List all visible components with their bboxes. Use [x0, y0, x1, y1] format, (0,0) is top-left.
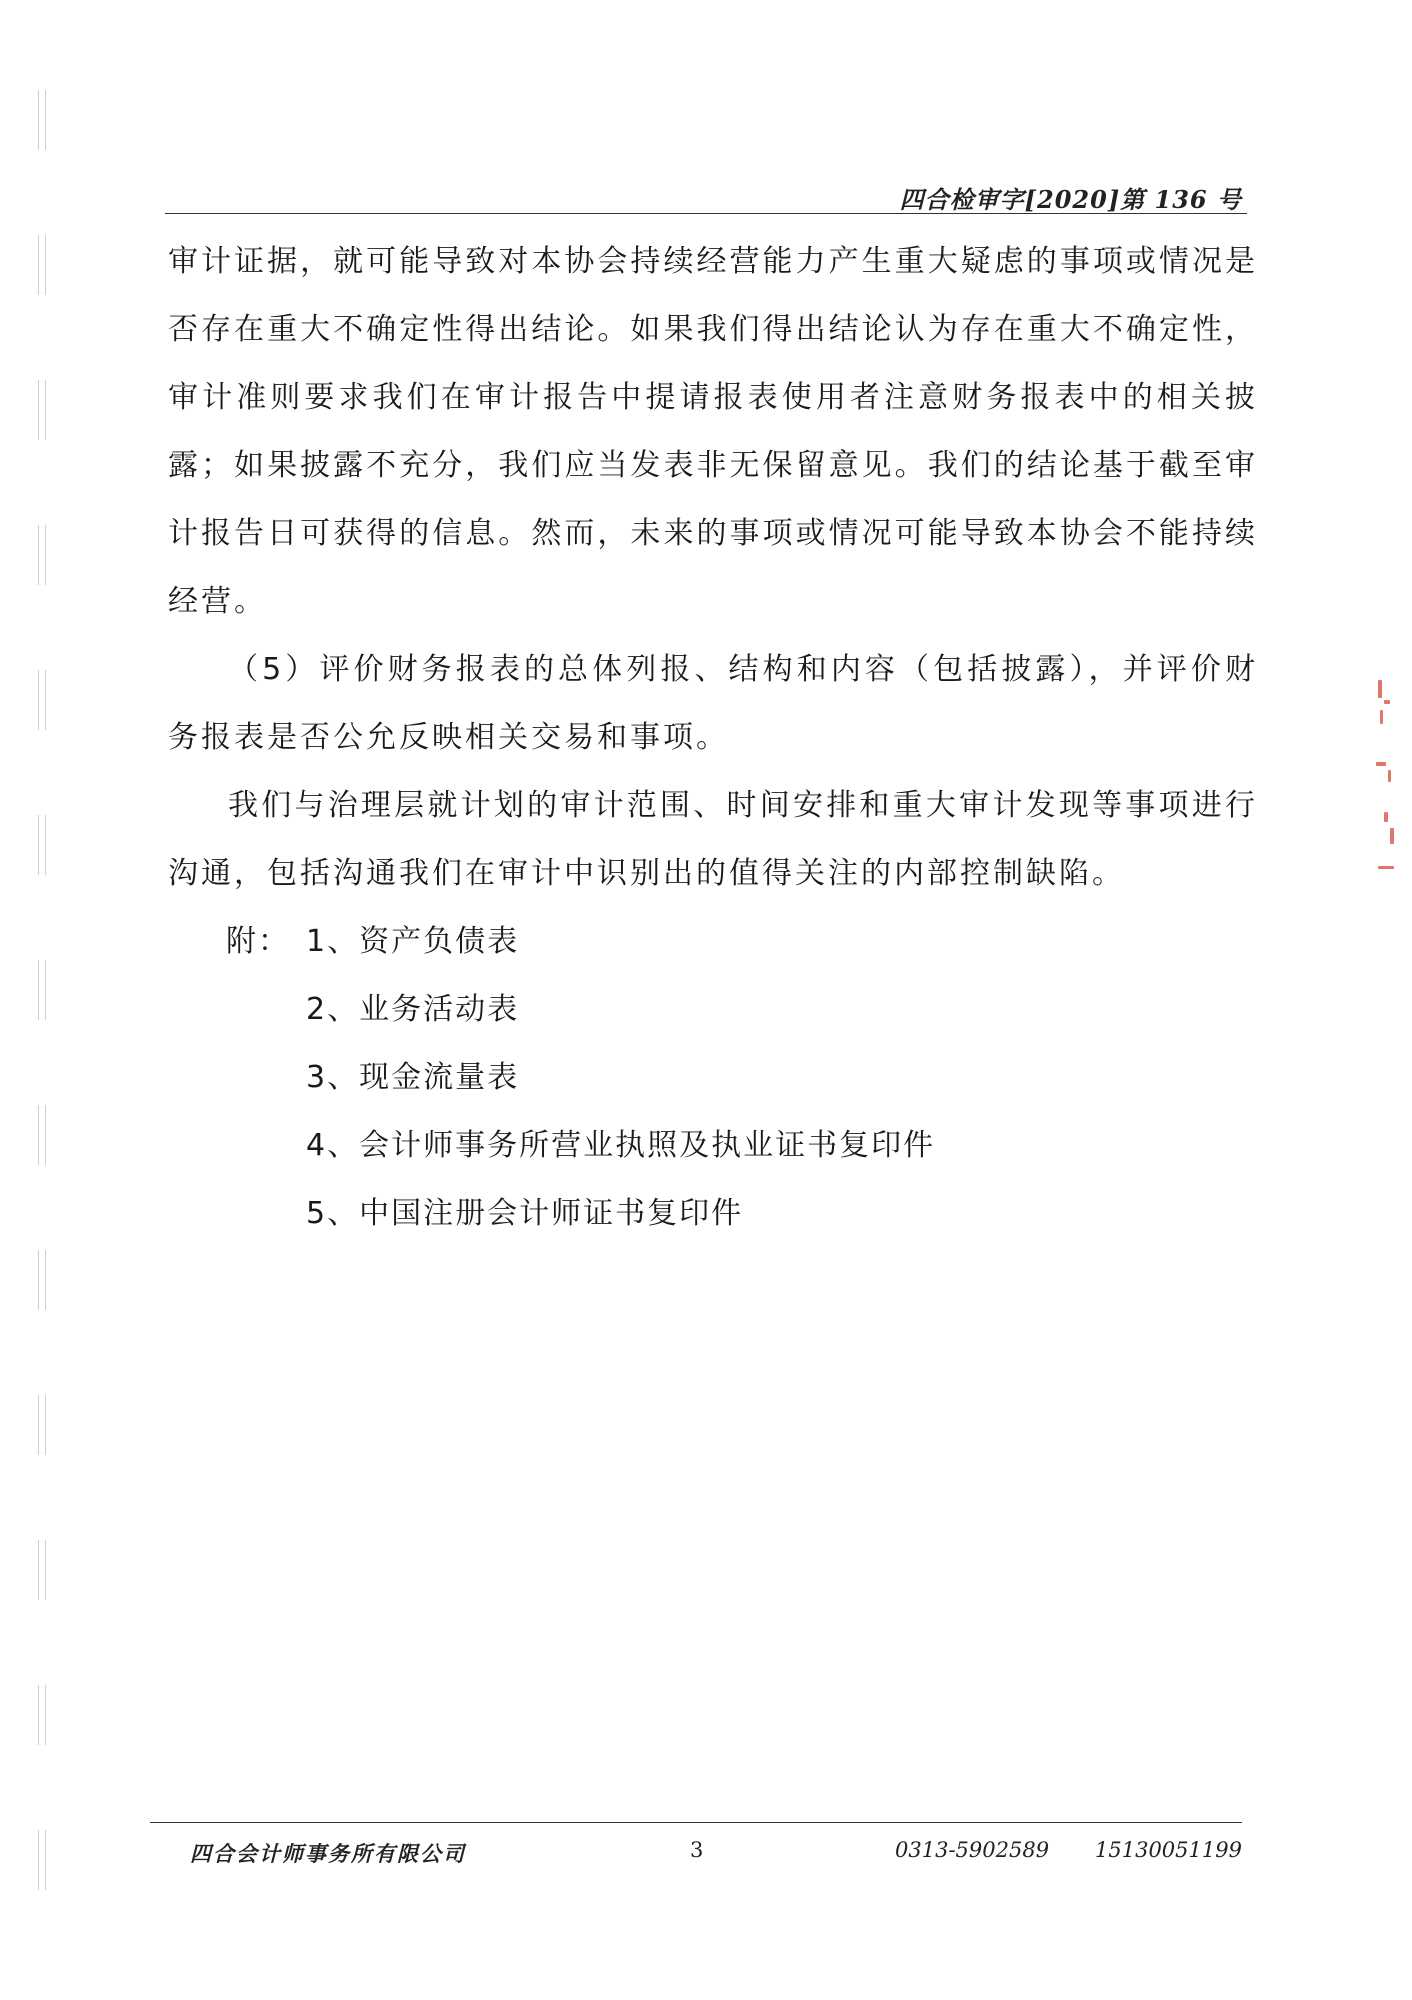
document-body [168, 228, 1258, 1248]
binding-mark [38, 1830, 46, 1890]
footer-phone-landline: 0313-5902589 [895, 1838, 1050, 1862]
header-rule [165, 213, 1247, 214]
attachment-text: 1、资产负债表 [306, 924, 520, 959]
binding-mark [38, 90, 46, 150]
body-paragraph-presentation: （5）评价财务报表的总体列报、结构和内容（包括披露），并评价财务报表是否公允反映相关交易和事项。 [168, 652, 1258, 755]
attachment-item [168, 1112, 1258, 1180]
footer-phone-mobile: 15130051199 [1095, 1838, 1242, 1862]
attachment-item [168, 1180, 1258, 1248]
binding-mark [38, 525, 46, 585]
binding-mark [38, 1105, 46, 1165]
footer-rule [150, 1822, 1242, 1823]
body-paragraph-governance: 我们与治理层就计划的审计范围、时间安排和重大审计发现等事项进行沟通，包括沟通我们在审计中识别出的值得关注的内部控制缺陷。 [168, 788, 1258, 891]
document-number: 四合检审字[2020]第 136 号 [899, 185, 1242, 214]
seam-stamp-fragment [1370, 670, 1400, 890]
binding-mark [38, 380, 46, 440]
attachment-item [168, 1044, 1258, 1112]
attachment-text: 2、业务活动表 [306, 992, 520, 1027]
attachment-item [168, 908, 1258, 976]
page-number: 3 [690, 1838, 704, 1862]
attachments-list [168, 908, 1258, 1248]
page-footer [190, 1838, 1240, 1878]
binding-marks [38, 90, 50, 1890]
binding-mark [38, 1685, 46, 1745]
binding-mark [38, 670, 46, 730]
binding-mark [38, 1250, 46, 1310]
attachment-text: 3、现金流量表 [306, 1060, 520, 1095]
body-paragraph-going-concern: 审计证据，就可能导致对本协会持续经营能力产生重大疑虑的事项或情况是否存在重大不确定性得出结论。如果我们得出结论认为存在重大不确定性，审计准则要求我们在审计报告中提请报表使用者注意财务报表中的相关披露；如果披露不充分，我们应当发表非无保留意见。我们的结论基于截至审计报告日可获得的信息。然而，未来的事项或情况可能导致本协会不能持续经营。 [168, 244, 1258, 619]
footer-firm-name: 四合会计师事务所有限公司 [190, 1841, 466, 1866]
binding-mark [38, 815, 46, 875]
attachment-text: 4、会计师事务所营业执照及执业证书复印件 [306, 1128, 936, 1163]
binding-mark [38, 1540, 46, 1600]
attachments-label: 附： [226, 924, 290, 959]
binding-mark [38, 235, 46, 295]
binding-mark [38, 960, 46, 1020]
attachment-item [168, 976, 1258, 1044]
attachment-text: 5、中国注册会计师证书复印件 [306, 1196, 744, 1231]
binding-mark [38, 1395, 46, 1455]
